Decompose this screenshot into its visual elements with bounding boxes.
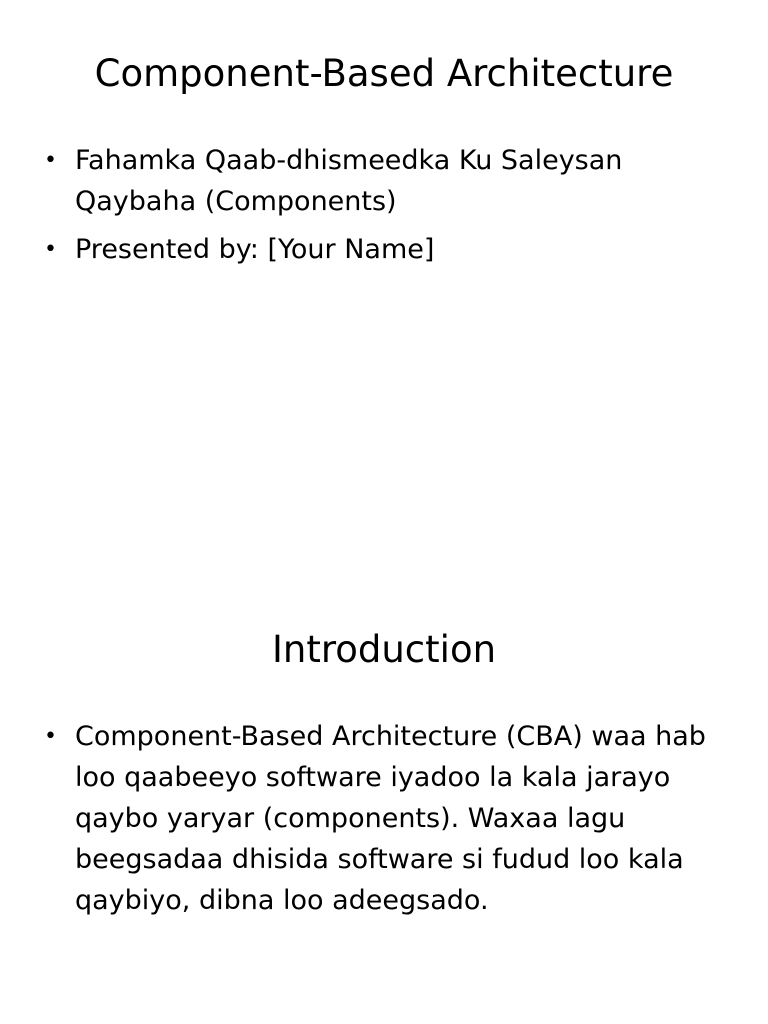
bullet-text: Presented by: [Your Name]: [75, 234, 435, 265]
bullet-list: [40, 140, 730, 277]
slide-introduction: [0, 576, 768, 1024]
bullet-item-presenter: [40, 229, 730, 270]
slide-title: Introduction: [271, 628, 497, 671]
slide-title: Component-Based Architecture: [94, 52, 674, 95]
bullet-item-definition: [40, 716, 730, 921]
bullet-icon: •: [44, 148, 57, 173]
bullet-item-topic: [40, 140, 730, 222]
bullet-icon: •: [44, 237, 57, 262]
bullet-icon: •: [44, 724, 57, 749]
bullet-text: Component-Based Architecture (CBA) waa hab loo qaabeeyo software iyadoo la kala jarayo qaybo yaryar (components). Waxaa lagu beegsadaa dhisida software si fudud loo kala qaybiyo, dibna loo adeegsado.: [75, 721, 706, 916]
bullet-list: [40, 716, 730, 928]
bullet-text: Fahamka Qaab-dhismeedka Ku Saleysan Qaybaha (Components): [75, 145, 623, 217]
